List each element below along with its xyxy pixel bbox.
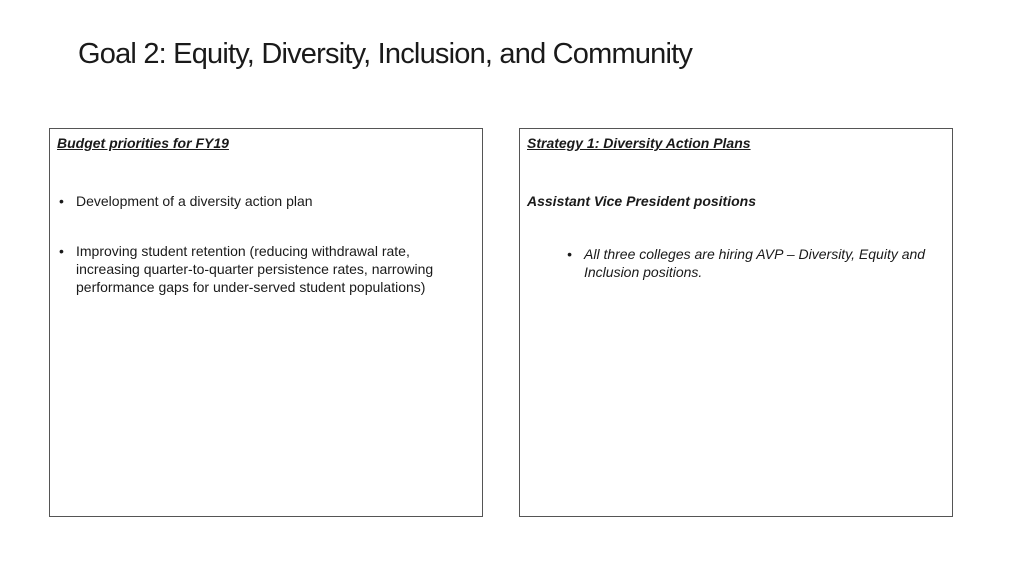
- budget-priorities-list: [57, 192, 475, 296]
- strategy-panel: [519, 128, 953, 517]
- strategy-heading: Strategy 1: Diversity Action Plans: [527, 135, 751, 151]
- bullet-student-retention: • Improving student retention (reducing withdrawal rate, increasing quarter-to-quarter persistence rates, narrowing performance gaps for under-served student populations): [57, 242, 468, 296]
- avp-positions-subheading: Assistant Vice President positions: [527, 193, 756, 209]
- budget-priorities-panel: [49, 128, 483, 517]
- avp-positions-list: [565, 245, 945, 281]
- bullet-avp-hiring: • All three colleges are hiring AVP – Diversity, Equity and Inclusion positions.: [565, 245, 944, 281]
- bullet-diversity-action-plan: • Development of a diversity action plan: [57, 192, 475, 210]
- slide-title: Goal 2: Equity, Diversity, Inclusion, and Community: [78, 38, 693, 70]
- budget-priorities-heading: Budget priorities for FY19: [57, 135, 229, 151]
